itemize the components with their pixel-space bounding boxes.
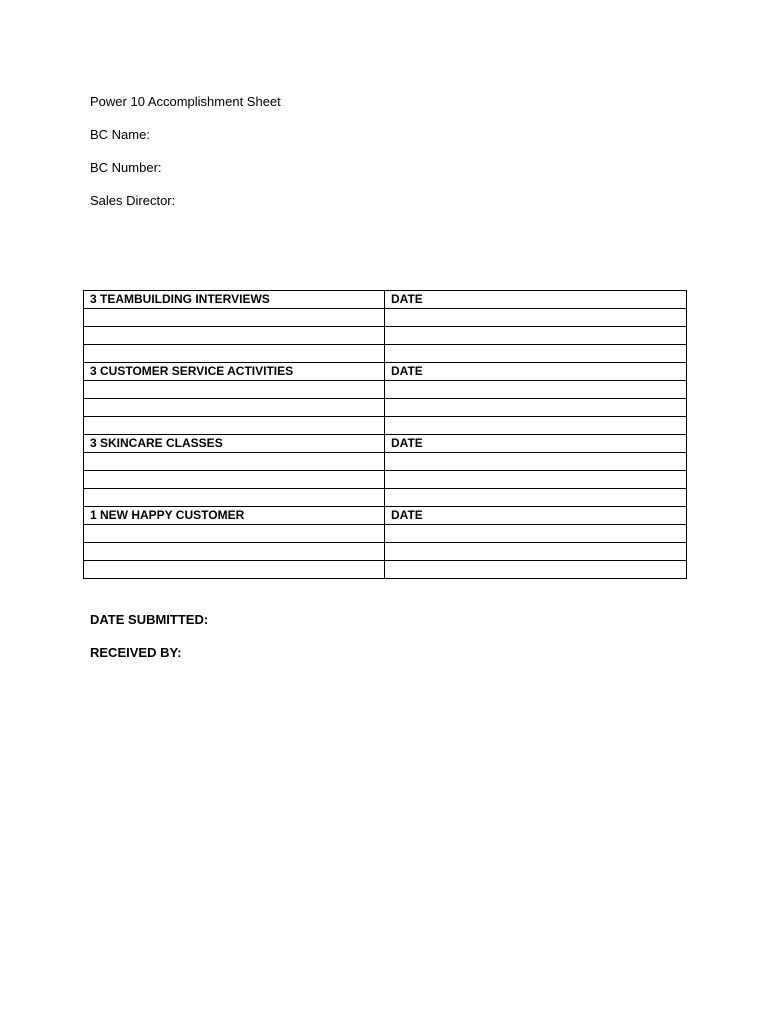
table-section-header xyxy=(84,435,687,453)
activity-cell[interactable] xyxy=(84,345,385,363)
sales-director-label: Sales Director: xyxy=(90,193,176,208)
table-row xyxy=(84,525,687,543)
table-row xyxy=(84,327,687,345)
date-cell[interactable] xyxy=(385,471,687,489)
date-cell[interactable] xyxy=(385,399,687,417)
table-row xyxy=(84,345,687,363)
table-row xyxy=(84,381,687,399)
activity-cell[interactable] xyxy=(84,309,385,327)
activity-cell[interactable] xyxy=(84,417,385,435)
activity-cell[interactable] xyxy=(84,543,385,561)
table-row xyxy=(84,543,687,561)
table-row xyxy=(84,309,687,327)
activity-cell[interactable] xyxy=(84,489,385,507)
section-date-header: DATE xyxy=(385,507,687,525)
received-by-label: RECEIVED BY: xyxy=(90,645,182,660)
date-cell[interactable] xyxy=(385,345,687,363)
header-block xyxy=(90,93,690,225)
activity-cell[interactable] xyxy=(84,453,385,471)
table-section-header xyxy=(84,291,687,309)
section-label-happy-customer: 1 NEW HAPPY CUSTOMER xyxy=(84,507,385,525)
date-cell[interactable] xyxy=(385,309,687,327)
date-cell[interactable] xyxy=(385,417,687,435)
section-label-teambuilding: 3 TEAMBUILDING INTERVIEWS xyxy=(84,291,385,309)
table-row xyxy=(84,417,687,435)
table-row xyxy=(84,489,687,507)
section-label-customer-service: 3 CUSTOMER SERVICE ACTIVITIES xyxy=(84,363,385,381)
date-cell[interactable] xyxy=(385,381,687,399)
footer-block xyxy=(90,611,690,677)
date-cell[interactable] xyxy=(385,327,687,345)
section-date-header: DATE xyxy=(385,363,687,381)
bc-name-label: BC Name: xyxy=(90,127,150,142)
date-cell[interactable] xyxy=(385,525,687,543)
activity-cell[interactable] xyxy=(84,561,385,579)
date-cell[interactable] xyxy=(385,489,687,507)
date-submitted-label: DATE SUBMITTED: xyxy=(90,612,209,627)
table-row xyxy=(84,561,687,579)
date-cell[interactable] xyxy=(385,543,687,561)
activity-cell[interactable] xyxy=(84,327,385,345)
table-section-header xyxy=(84,507,687,525)
document-title: Power 10 Accomplishment Sheet xyxy=(90,94,281,109)
section-date-header: DATE xyxy=(385,435,687,453)
bc-number-label: BC Number: xyxy=(90,160,162,175)
accomplishment-table xyxy=(83,290,687,579)
table-row xyxy=(84,399,687,417)
activity-cell[interactable] xyxy=(84,471,385,489)
date-cell[interactable] xyxy=(385,453,687,471)
table-row xyxy=(84,471,687,489)
date-cell[interactable] xyxy=(385,561,687,579)
table-row xyxy=(84,453,687,471)
table-section-header xyxy=(84,363,687,381)
activity-cell[interactable] xyxy=(84,399,385,417)
activity-cell[interactable] xyxy=(84,381,385,399)
section-date-header: DATE xyxy=(385,291,687,309)
activity-cell[interactable] xyxy=(84,525,385,543)
section-label-skincare: 3 SKINCARE CLASSES xyxy=(84,435,385,453)
